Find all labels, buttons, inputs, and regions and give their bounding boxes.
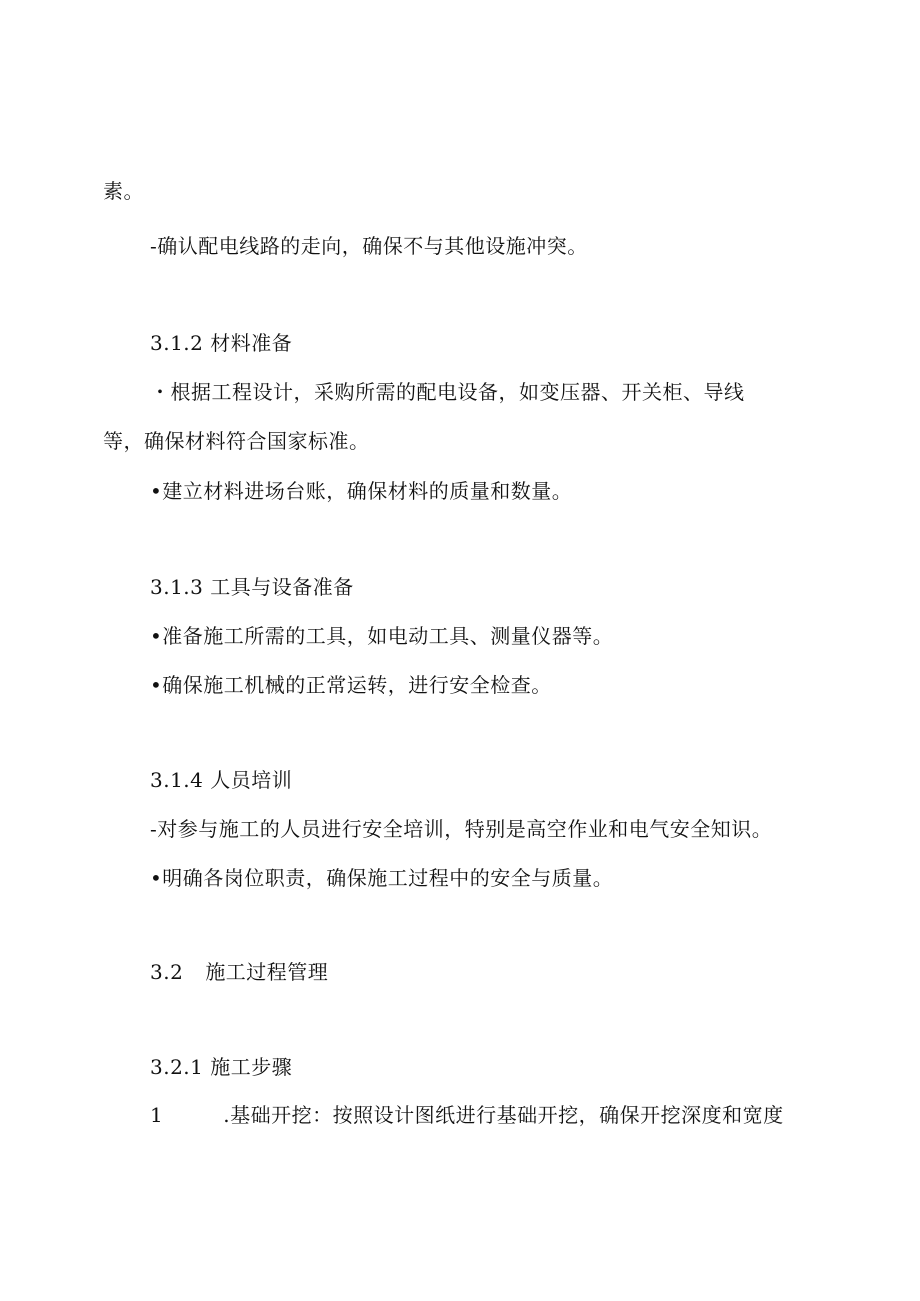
step-1-number: 1 bbox=[150, 1103, 164, 1127]
heading-3-2-title: 施工过程管理 bbox=[205, 960, 329, 984]
heading-3-2 bbox=[150, 958, 328, 986]
paragraph-material-ledger: •建立材料进场台账，确保材料的质量和数量。 bbox=[150, 479, 573, 503]
heading-3-2-number: 3.2 bbox=[150, 960, 184, 984]
step-1-text: .基础开挖：按照设计图纸进行基础开挖，确保开挖深度和宽度 bbox=[223, 1103, 784, 1127]
paragraph-procurement-line2: 等，确保材料符合国家标准。 bbox=[103, 429, 370, 453]
heading-3-2-1: 3.2.1 施工步骤 bbox=[150, 1055, 293, 1079]
paragraph-safety-training: -对参与施工的人员进行安全培训，特别是高空作业和电气安全知识。 bbox=[150, 817, 773, 841]
heading-3-1-3: 3.1.3 工具与设备准备 bbox=[150, 575, 354, 599]
heading-3-1-2: 3.1.2 材料准备 bbox=[150, 331, 293, 355]
paragraph-machinery: •确保施工机械的正常运转，进行安全检查。 bbox=[150, 673, 552, 697]
paragraph-tools: •准备施工所需的工具，如电动工具、测量仪器等。 bbox=[150, 624, 614, 648]
paragraph-tail: 素。 bbox=[103, 179, 144, 203]
paragraph-route-check: -确认配电线路的走向，确保不与其他设施冲突。 bbox=[150, 234, 588, 258]
step-1 bbox=[150, 1101, 784, 1129]
paragraph-responsibilities: •明确各岗位职责，确保施工过程中的安全与质量。 bbox=[150, 866, 614, 890]
paragraph-procurement-line1: ・根据工程设计，采购所需的配电设备，如变压器、开关柜、导线 bbox=[150, 380, 745, 404]
heading-3-1-4: 3.1.4 人员培训 bbox=[150, 768, 293, 792]
